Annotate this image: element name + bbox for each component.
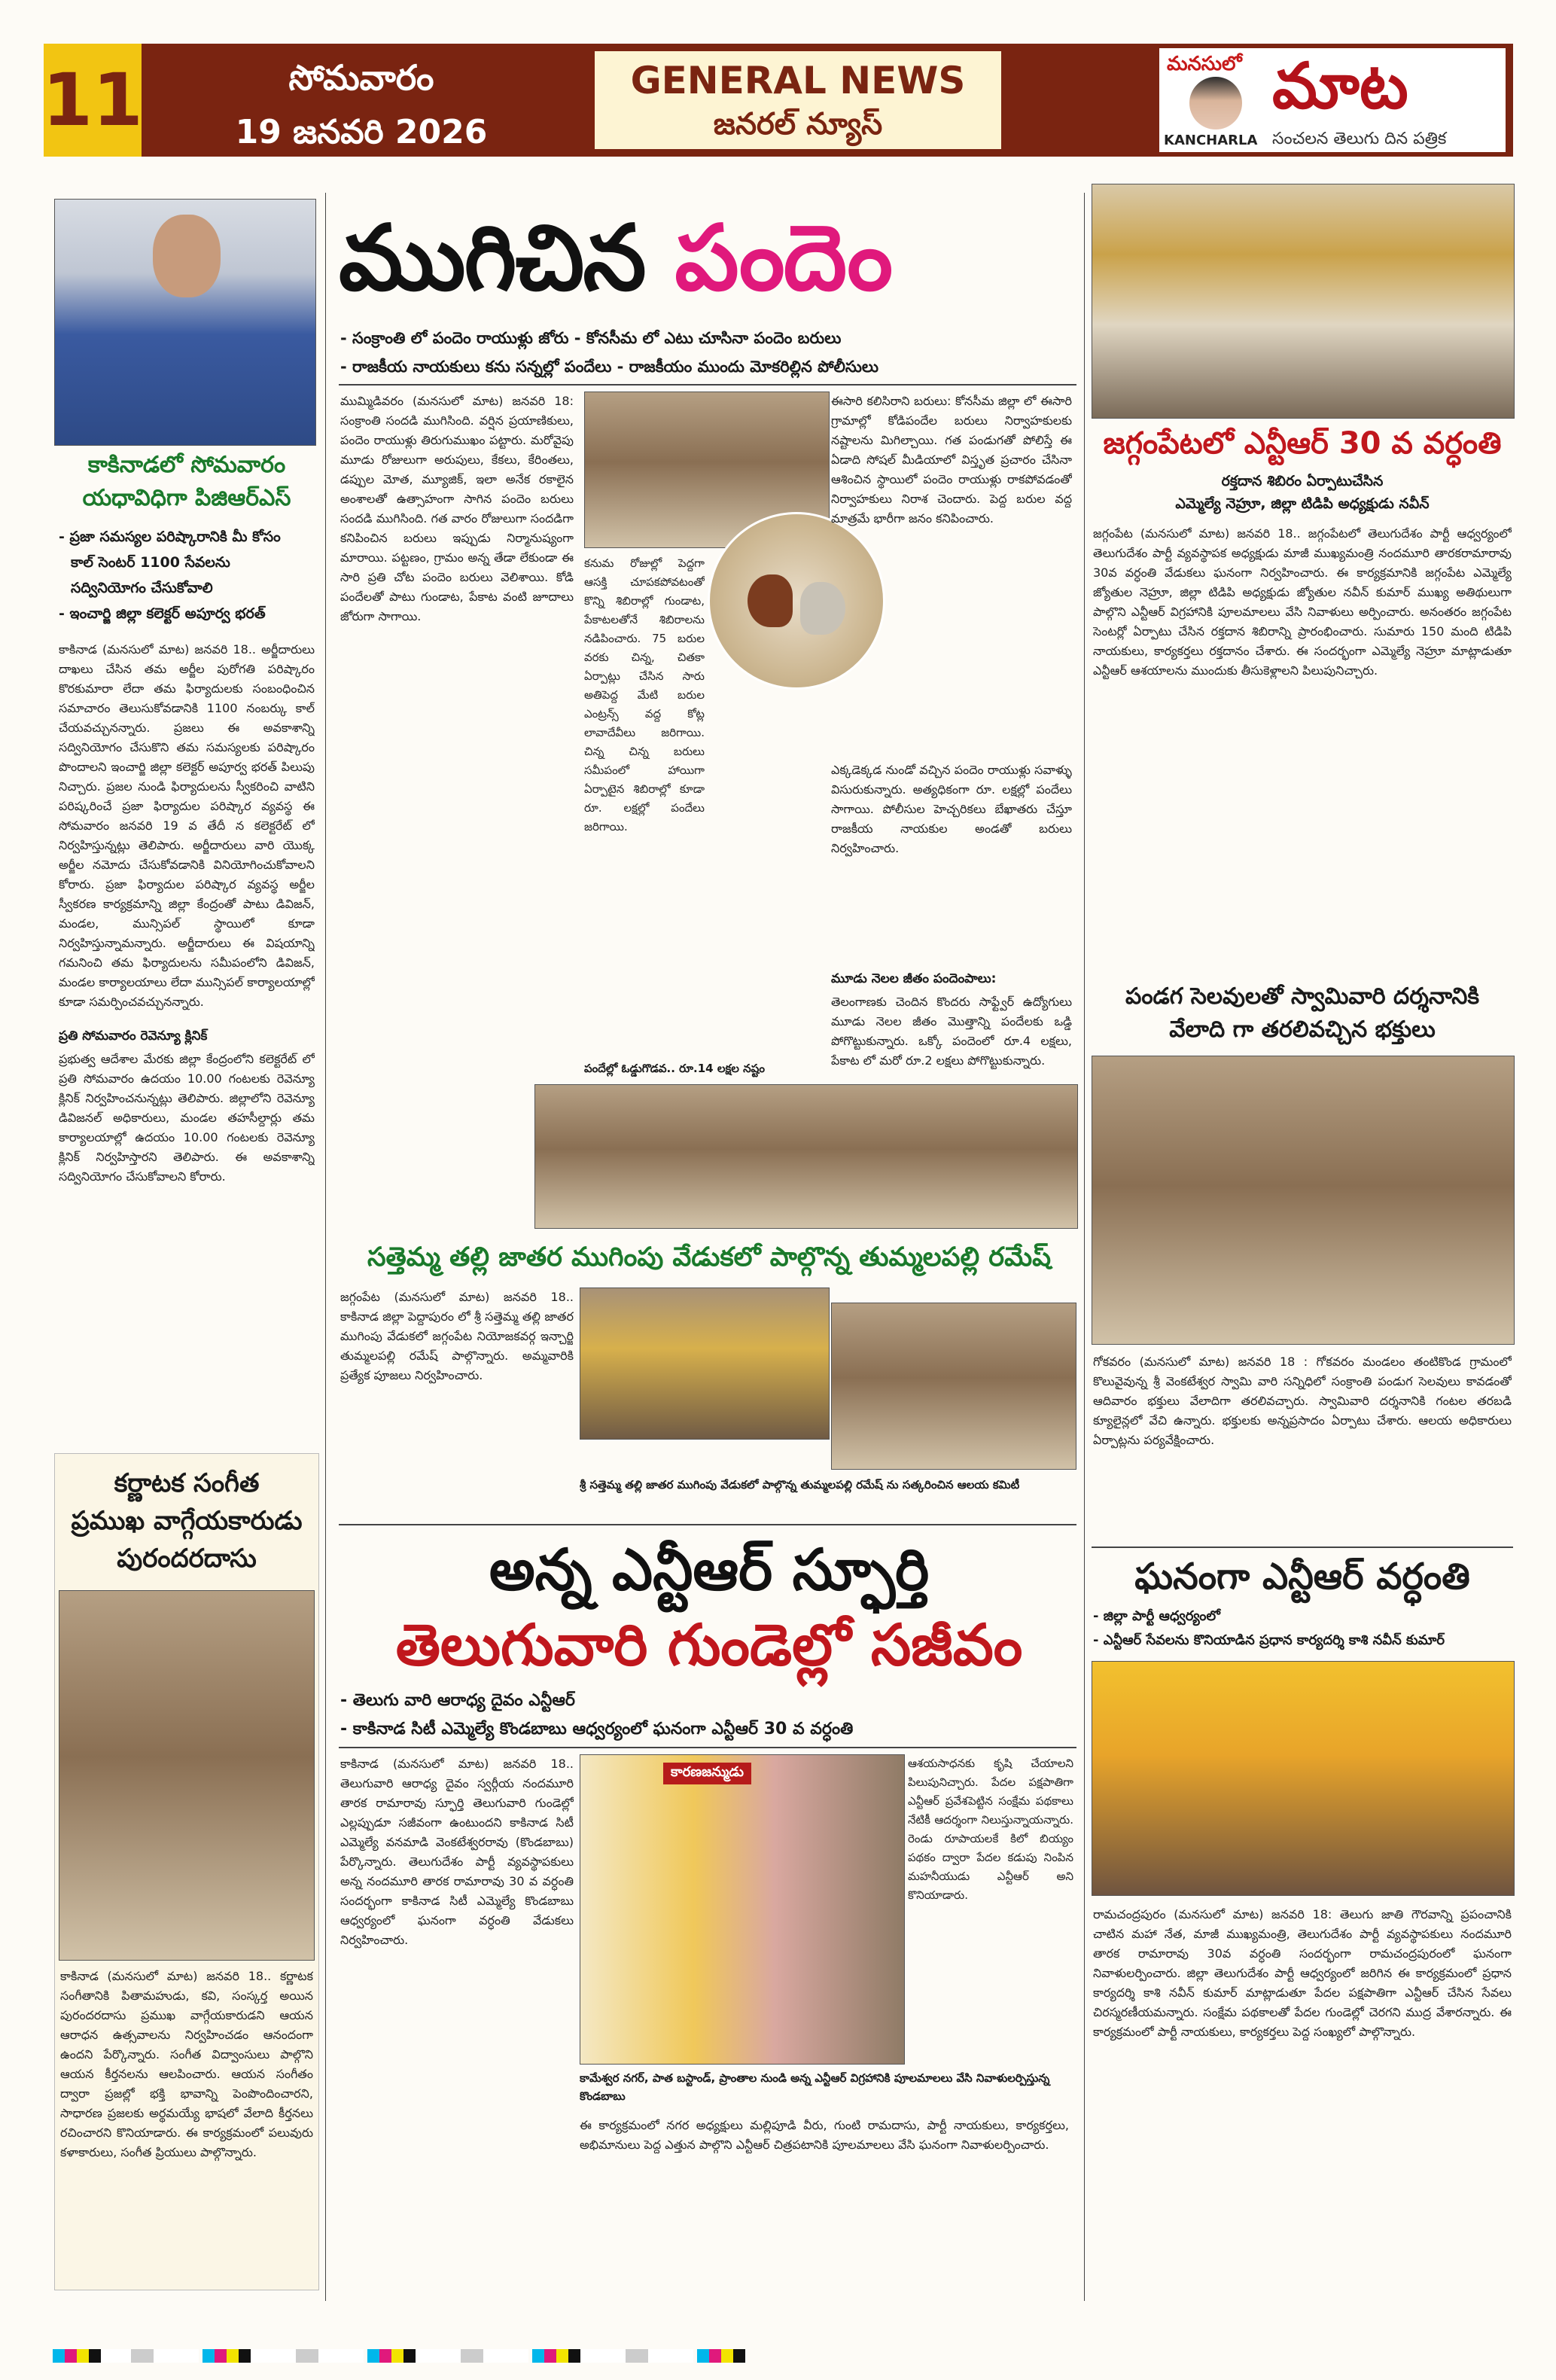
- ntr-poster-label: కారణజన్ముడు: [663, 1763, 751, 1784]
- section-english: GENERAL NEWS: [630, 59, 966, 102]
- collector-photo: [54, 199, 316, 446]
- tummalapalli-rule: [339, 1524, 1076, 1525]
- jaggampeta-photo: [1092, 184, 1515, 419]
- tummalapalli-col-1: జగ్గంపేట (మనసులో మాట) జనవరి 18.. కాకినాడ జిల్లా పెద్దాపురం లో శ్రీ సత్తెమ్మ తల్లి జాతర ముగింపు వేడుకలో జగ్గంపేట నియోజకవర్గ ఇన్చార్జి తుమ్మలపల్లి రమేష్ పాల్గొన్నారు. అమ్మవారికి ప్రత్యేక పూజలు నిర్వహించారు.: [340, 1290, 574, 1382]
- main-rule: [339, 384, 1076, 385]
- right-rule: [1092, 1547, 1513, 1548]
- date-label: 19 జనవరి 2026: [235, 113, 488, 151]
- logo-title: మాట: [1272, 48, 1408, 123]
- founder-portrait: [1189, 77, 1242, 130]
- devotees-photo: [1092, 1056, 1515, 1345]
- tummalapalli-photo-2: [580, 1288, 830, 1440]
- section-label: [595, 51, 1001, 149]
- left-subhead: ప్రతి సోమవారం రెవెన్యూ క్లినిక్: [59, 1028, 208, 1044]
- registration-bar: [53, 2349, 1506, 2366]
- jaggampeta-sub-1: రక్తదాన శిబిరం ఏర్పాటుచేసిన: [1221, 473, 1384, 489]
- main-caption: పందేల్లో ఓడ్డుగొడవ.. రూ.14 లక్షల నష్టం: [584, 1062, 765, 1075]
- tummalapalli-caption: శ్రీ సత్తెమ్మ తల్లి జాతర ముగింపు వేడుకలో పాల్గొన్న తుమ్మలపల్లి రమేష్ ను సత్కరించిన ఆలయ కమిటీ: [580, 1478, 1020, 1492]
- ntr-col-1: కాకినాడ (మనసులో మాట) జనవరి 18.. తెలుగువారి ఆరాధ్య దైవం స్వర్గీయ నందమూరి తారక రామారావు స్ఫూర్తి తెలుగువారి గుండెల్లో ఎల్లప్పుడూ సజీవంగా ఉంటుందని కాకినాడ సిటీ ఎమ్మెల్యే వనమాడి వెంకటేశ్వరరావు (కొండబాబు) పేర్కొన్నారు. తెలుగుదేశం పార్టీ వ్యవస్థాపకులు అన్న నందమూరి తారక రామారావు 30 వ వర్ధంతి సందర్భంగా కాకినాడ సిటీ ఎమ్మెల్యే కొండబాబు ఆధ్వర్యంలో ఘనంగా వర్ధంతి వేడుకలు నిర్వహించారు.: [340, 1757, 574, 1947]
- box-title-3: పురందరదాసు: [117, 1543, 257, 1574]
- jaggampeta-headline: జగ్గంపేటలో ఎన్టీఆర్ 30 వ వర్ధంతి: [1103, 426, 1502, 461]
- logo-tagline: సంచలన తెలుగు దిన పత్రిక: [1272, 130, 1447, 148]
- ntr-bullet: - తెలుగు వారి ఆరాధ్య దైవం ఎన్టీఆర్: [340, 1691, 575, 1710]
- newspaper-logo: [1159, 48, 1506, 152]
- left-headline-1: కాకినాడలో సోమవారం: [87, 452, 286, 478]
- box-title-2: ప్రముఖ వాగ్గేయకారుడు: [71, 1506, 303, 1536]
- devotees-headline-2: వేలాది గా తరలివచ్చిన భక్తులు: [1169, 1016, 1436, 1043]
- date-block: [151, 44, 572, 157]
- column-divider: [1084, 193, 1085, 2301]
- logo-small-text: మనసులో: [1167, 53, 1242, 75]
- money-subhead: మూడు నెలల జీతం పందెంపాలు:: [831, 971, 997, 986]
- collector-face: [153, 215, 221, 297]
- ntr-photo: [580, 1754, 905, 2065]
- devotees-headline-1: పండగ సెలవులతో స్వామివారి దర్శనానికి: [1125, 983, 1479, 1010]
- jaggampeta-body: జగ్గంపేట (మనసులో మాట) జనవరి 18.. జగ్గంపేటలో తెలుగుదేశం పార్టీ ఆధ్వర్యంలో తెలుగుదేశం పార్టీ వ్యవస్థాపక అధ్యక్షుడు మాజీ ముఖ్యమంత్రి నందమూరి తారకరామారావు 30వ వర్ధంతి వేడుకలు ఘనంగా నిర్వహించారు. ఈ కార్యక్రమానికి జగ్గంపేట ఎమ్మెల్యే జ్యోతుల నెహ్రూ, జిల్లా టిడిపి అధ్యక్షుడు జ్యోతుల నవీన్ కుమార్ ముఖ్య అతిథులుగా పాల్గొని ఎన్టీఆర్ విగ్రహానికి పూలమాలలు వేసి నివాళులు అర్పించారు. అనంతరం జగ్గంపేట సెంటర్లో ఏర్పాటు చేసిన రక్తదాన శిబిరాన్ని ప్రారంభించారు. సుమారు 150 మంది టిడిపి నాయకులు, కార్యకర్తలు రక్తదానం చేశారు. ఈ సందర్భంగా ఎమ్మెల్యే నెహ్రూ మాట్లాడుతూ ఎన్టీఆర్ ఆశయాలను ముందుకు తీసుకెళ్లాలని పిలుపునిచ్చారు.: [1093, 526, 1512, 678]
- left-bullet: - ఇంచార్జి జిల్లా కలెక్టర్ అపూర్వ భరత్: [59, 605, 266, 622]
- tummalapalli-photo-1: [534, 1084, 1078, 1229]
- main-col-1: ముమ్మిడివరం (మనసులో మాట) జనవరి 18: సంక్రాంతి సందడి ముగిసింది. వర్షిన ప్రయాణికులు, పందెం రాయుళ్లు తిరుగుముఖం పట్టారు. మరోవైపు మూడు రోజులుగా అరుపులు, కేకలు, కేరింతలు, డప్పుల మోత, మ్యూజిక్, ఇలా అనేక రకాలైన అంశాలతో ఉత్సాహంగా సాగిన పందెం బరులు సందడి ముగిసింది. గత వారం రోజులుగా సందడిగా కనిపించిన బరులు ఇప్పుడు నిర్మానుష్యంగా మారాయి. పట్టణం, గ్రామం అన్న తేడా లేకుండా ఈ సారి ప్రతి చోట పందెం బరులు వెలిశాయి. కోడి పందేలతో పాటు గుండాట, పేకాట వంటి జూదాలు జోరుగా సాగాయి.: [340, 394, 574, 623]
- main-col-3: ఈసారి కలిసిరాని బరులు: కోనసీమ జిల్లా లో ఈసారి గ్రామాల్లో కోడిపందేల బరులు నిర్వాహకులకు నష్టాలను మిగిల్చాయి. గత పండుగతో పోలిస్తే ఈ ఏడాది సోషల్ మీడియాలో విస్తృత ప్రచారం చేసినా ఆశించిన స్థాయిలో పందెం రాయుళ్లు రాకపోవడంతో నిర్వాహకులు నిరాశ చెందారు. పెద్ద బరుల వద్ద మాత్రమే భారీగా జనం కనిపించారు.: [831, 394, 1072, 526]
- left-bullet: సద్వినియోగం చేసుకోవాలి: [71, 580, 213, 596]
- tummalapalli-headline: సత్తెమ్మ తల్లి జాతర ముగింపు వేడుకలో పాల్గొన్న తుమ్మలపల్లి రమేష్: [367, 1242, 1052, 1272]
- ntr-title-2: తెలుగువారి గుండెల్లో సజీవం: [395, 1611, 1023, 1678]
- devotees-body: గోకవరం (మనసులో మాట) జనవరి 18 : గోకవరం మండలం తంటికొండ గ్రామంలో కొలువైవున్న శ్రీ వెంకటేశ్వర స్వామి వారి సన్నిధిలో సంక్రాంతి పండుగ సెలవులు కావడంతో ఆదివారం భక్తులు వేలాదిగా తరలివచ్చారు. స్వామివారి దర్శనానికి గంటల తరబడి క్యూలైన్లలో వేచి ఉన్నారు. భక్తులకు అన్నప్రసాదం ఏర్పాటు చేశారు. ఆలయ అధికారులు ఏర్పాట్లను పర్యవేక్షించారు.: [1093, 1355, 1512, 1447]
- ntr-title-1: అన్న ఎన్టీఆర్ స్ఫూర్తి: [489, 1536, 930, 1603]
- main-headline: [339, 206, 1076, 319]
- main-col-3c: తెలంగాణకు చెందిన కొందరు సాఫ్ట్వేర్ ఉద్యోగులు మూడు నెలల జీతం మొత్తాన్ని పందేలకు ఒడ్డి పోగొట్టుకున్నారు. ఒక్కో పందెంలో రూ.4 లక్షలు, పేకాట లో మరో రూ.2 లక్షలు పోగొట్టుకున్నారు.: [831, 995, 1072, 1068]
- purandaradasu-body: కాకినాడ (మనసులో మాట) జనవరి 18.. కర్ణాటక సంగీతానికి పితామహుడు, కవి, సంస్కర్త అయిన పురందరదాసు ప్రముఖ వాగ్గేయకారుడని ఆయన ఆరాధన ఉత్సవాలను నిర్వహించడం ఆనందంగా ఉందని పేర్కొన్నారు. సంగీత విద్వాంసులు పాల్గొని ఆయన కీర్తనలను ఆలపించారు. ఆయన సంగీతం ద్వారా ప్రజల్లో భక్తి భావాన్ని పెంపొందించారని, సాధారణ ప్రజలకు అర్థమయ్యే భాషలో వేలాది కీర్తనలు రచించారని కొనియాడారు. ఈ కార్యక్రమంలో పలువురు కళాకారులు, సంగీత ప్రియులు పాల్గొన్నారు.: [60, 1969, 313, 2159]
- ntr-vardhanti-bullet: - జిల్లా పార్టీ ఆధ్వర్యంలో: [1093, 1608, 1220, 1624]
- ntr-caption: కామేశ్వర నగర్, పాత బస్టాండ్, ప్రాంతాల నుండి అన్న ఎన్టీఆర్ విగ్రహానికి పూలమాలలు వేసి నివాళులర్పిస్తున్న కొండబాబు: [580, 2071, 1050, 2103]
- ntr-rule: [339, 1747, 1076, 1748]
- left-bullet: కాల్ సెంటర్ 1100 సేవలను: [71, 554, 230, 571]
- main-col-2: కనుమ రోజుల్లో పెద్దగా ఆసక్తి చూపకపోవటంతో కొన్ని శిబిరాల్లో గుండాట, పేకాటలతోనే శిబిరాలను నడిపించారు. 75 బరుల వరకు చిన్న, చితకా ఏర్పాట్లు చేసిన సారు అతిపెద్ద మేటి బరుల ఎంట్రన్స్ వద్ద కోట్ల లావాదేవీలు జరిగాయి. చిన్న చిన్న బరులు సమీపంలో హాయిగా ఏర్పాటైన శిబిరాల్లో కూడా రూ. లక్షల్లో పందేలు జరిగాయి.: [584, 556, 705, 833]
- left-body: కాకినాడ (మనసులో మాట) జనవరి 18.. అర్జీదారులు దాఖలు చేసిన తమ అర్జీల పురోగతి పరిష్కారం కొరకుమారా లేదా తమ ఫిర్యాదులకు సంబంధించిన సమాచారం తెలుసుకోవడానికి 1100 నంబర్కు కాల్ చేయవచ్చునన్నారు. ప్రజలు ఈ అవకాశాన్ని సద్వినియోగం చేసుకొని తమ సమస్యలకు పరిష్కారం పొందాలని ఇంచార్జి జిల్లా కలెక్టర్ అపూర్వ భరత్ పిలుపు నిచ్చారు. ప్రజల నుండి ఫిర్యాదులను స్వీకరించి వాటిని పరిష్కరించే ప్రజా ఫిర్యాదుల పరిష్కార వ్యవస్థ ఈ సోమవారం జనవరి 19 వ తేదీ న కలెక్టరేట్ లో నిర్వహిస్తున్నట్లు తెలిపారు. అర్జీదారులు వారి యొక్క అర్జీల నమోదు చేసుకోవడానికి వినియోగించుకోవాలని కోరారు. ప్రజా ఫిర్యాదుల పరిష్కార వ్యవస్థ అర్జీల స్వీకరణ కార్యక్రమాన్ని జిల్లా కేంద్రంతో పాటు డివిజన్, మండల, మున్సిపల్ స్థాయిలో కూడా నిర్వహిస్తున్నామన్నారు. అర్జీదారులు ఈ విషయాన్ని గమనించి తమ ఫిర్యాదులను సమీపంలోని డివిజన్, మండల కార్యాలయాలు లేదా మున్సిపల్ కార్యాలయాల్లో కూడా సమర్పించవచ్చునన్నారు.: [59, 642, 315, 1009]
- box-title-1: కర్ణాటక సంగీత: [114, 1468, 260, 1498]
- ntr-vardhanti-headline: ఘనంగా ఎన్టీఆర్ వర్ధంతి: [1134, 1556, 1470, 1598]
- jaggampeta-sub-2: ఎమ్మెల్యే నెహ్రూ, జిల్లా టిడిపి అధ్యక్షుడు నవీన్: [1175, 495, 1430, 512]
- left-headline-2: యధావిధిగా పిజిఆర్ఎస్: [82, 485, 291, 511]
- rooster-1: [748, 574, 793, 627]
- page-number: 11: [44, 44, 142, 157]
- ntr-col-3: ఈ కార్యక్రమంలో నగర అధ్యక్షులు మల్లిపూడి వీరు, గుంటి రామదాసు, పార్టీ నాయకులు, కార్యకర్తలు, అభిమానులు పెద్ద ఎత్తున పాల్గొని ఎన్టీఆర్ చిత్రపటానికి పూలమాలలు వేసి ఘనంగా నివాళులర్పించారు.: [580, 2118, 1069, 2152]
- section-telugu: జనరల్ న్యూస్: [713, 107, 883, 142]
- ntr-vardhanti-body: రామచంద్రపురం (మనసులో మాట) జనవరి 18: తెలుగు జాతి గౌరవాన్ని ప్రపంచానికి చాటిన మహా నేత, మాజీ ముఖ్యమంత్రి, తెలుగుదేశం పార్టీ వ్యవస్థాపకులు నందమూరి తారక రామారావు 30వ వర్ధంతి సందర్భంగా రామచంద్రపురంలో ఘనంగా నివాళులర్పించారు. జిల్లా తెలుగుదేశం పార్టీ ఆధ్వర్యంలో జరిగిన ఈ కార్యక్రమంలో ప్రధాన కార్యదర్శి కాశి నవీన్ కుమార్ మాట్లాడుతూ పేదల పక్షపాతిగా ఎన్టీఆర్ చేసిన సేవలు చిరస్మరణీయమన్నారు. సంక్షేమ పథకాలతో పేదల గుండెల్లో చెరగని ముద్ర వేశారన్నారు. ఈ కార్యక్రమంలో పార్టీ నాయకులు, కార్యకర్తలు పెద్ద సంఖ్యలో పాల్గొన్నారు.: [1093, 1907, 1512, 2039]
- ntr-bullet: - కాకినాడ సిటీ ఎమ్మెల్యే కొండబాబు ఆధ్వర్యంలో ఘనంగా ఎన్టీఆర్ 30 వ వర్ధంతి: [340, 1720, 854, 1739]
- left-bullets: [59, 524, 315, 626]
- left-bullet: - ప్రజా సమస్యల పరిష్కారానికి మీ కోసం: [59, 529, 281, 545]
- left-body-2: ప్రభుత్వ ఆదేశాల మేరకు జిల్లా కేంద్రంలోని కలెక్టరేట్ లో ప్రతి సోమవారం ఉదయం 10.00 గంటలకు రెవెన్యూ క్లినిక్ నిర్వహించనున్నట్లు తెలిపారు. జిల్లాలోని రెవెన్యూ డివిజనల్ అధికారులు, మండల తహసీల్దార్లు తమ కార్యాలయాల్లో ఉదయం 10.00 గంటలకు రెవెన్యూ క్లినిక్ నిర్వహిస్తారని తెలిపారు. ఈ అవకాశాన్ని సద్వినియోగం చేసుకోవాలని కోరారు.: [59, 1052, 315, 1184]
- ntr-col-2: ఆశయసాధనకు కృషి చేయాలని పిలుపునిచ్చారు. పేదల పక్షపాతిగా ఎన్టీఆర్ ప్రవేశపెట్టిన సంక్షేమ పథకాలు నేటికీ ఆదర్శంగా నిలుస్తున్నాయన్నారు. రెండు రూపాయలకే కిలో బియ్యం పథకం ద్వారా పేదల కడుపు నింపిన మహనీయుడు ఎన్టీఆర్ అని కొనియాడారు.: [908, 1757, 1073, 1902]
- main-bullet: - సంక్రాంతి లో పందెం రాయుళ్లు జోరు - కోనసీమ లో ఎటు చూసినా పందెం బరులు: [340, 329, 842, 347]
- ntr-vardhanti-photo: [1092, 1661, 1515, 1896]
- main-headline-magenta: పందెం: [674, 206, 892, 311]
- main-headline-black: ముగిచిన: [339, 206, 645, 311]
- purandaradasu-photo: [59, 1590, 315, 1961]
- main-bullet: - రాజకీయ నాయకులు కను సన్నల్లో పందేలు - రాజకీయం ముందు మోకరిల్లిన పోలీసులు: [340, 358, 879, 376]
- main-col-3b: ఎక్కడెక్కడ నుండో వచ్చిన పందెం రాయుళ్లు సవాళ్ళు విసురుకున్నారు. అత్యధికంగా రూ. లక్షల్లో పందేలు సాగాయి. పోలీసుల హెచ్చరికలు బేఖాతరు చేస్తూ రాజకీయ నాయకుల అండతో బరులు నిర్వహించారు.: [831, 763, 1072, 855]
- day-label: సోమవారం: [288, 57, 434, 98]
- column-divider: [325, 193, 326, 2301]
- ntr-vardhanti-bullet: - ఎన్టీఆర్ సేవలను కొనియాడిన ప్రధాన కార్యదర్శి కాశి నవీన్ కుమార్: [1093, 1632, 1445, 1648]
- logo-owner: KANCHARLA: [1164, 133, 1258, 148]
- tummalapalli-photo-3: [831, 1303, 1076, 1470]
